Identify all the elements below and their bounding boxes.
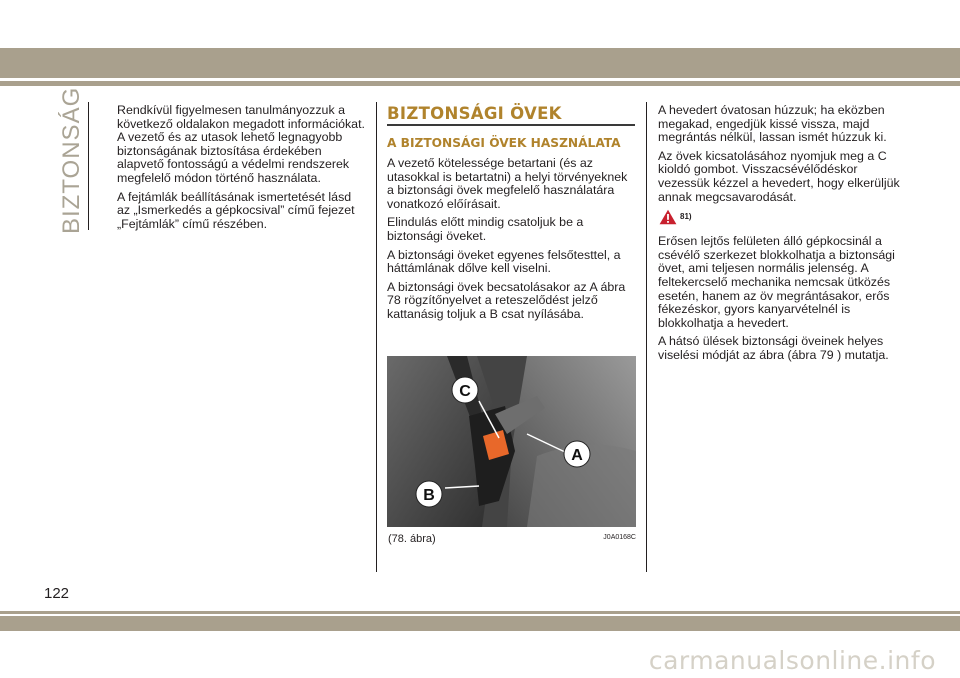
- column-divider: [376, 102, 377, 572]
- warning-reference: 81): [680, 212, 692, 222]
- paragraph: Elindulás előtt mindig csatoljuk be a biztonsági öveket.: [387, 215, 584, 243]
- header-rule: [0, 81, 960, 86]
- paragraph: A hevedert óvatosan húzzuk; ha eközben megakad, engedjük kissé vissza, majd megrántás nélkül, lassan ismét húzzuk ki.: [658, 103, 887, 145]
- paragraph: Az övek kicsatolásához nyomjuk meg a C kioldó gombot. Visszacsévélődéskor vezessük kézzel a hevedert, hogy elkerüljük annak megcsavarodását.: [658, 148, 900, 204]
- paragraph: A vezető kötelessége betartani (és az utasokkal is betartatni) a helyi törvényeknek a biztonsági övek megfelelő használatára vonatkozó előírásait.: [387, 156, 628, 211]
- paragraph: A biztonsági övek becsatolásakor az A ábra 78 rögzítőnyelvet a reteszelődést jelző kattanásig toljuk a B csat nyílásába.: [387, 279, 626, 321]
- paragraph: A biztonsági öveket egyenes felsőtesttel, a háttámlának dőlve kell viselni.: [387, 247, 621, 276]
- seatbelt-buckle-figure: [387, 356, 636, 527]
- label-b: B: [423, 487, 435, 504]
- subsection-heading: A BIZTONSÁGI ÖVEK HASZNÁLATA: [387, 136, 621, 150]
- warning-note: [658, 209, 908, 229]
- watermark: carmanualsonline.info: [648, 646, 936, 675]
- warning-icon: [659, 209, 677, 225]
- figure-code: J0A0168C: [603, 534, 636, 541]
- intro-column: [117, 104, 367, 236]
- paragraph: A hátsó ülések biztonsági öveinek helyes viselési módját az ábra (ábra 79 ) mutatja.: [658, 334, 889, 362]
- footer-rule: [0, 611, 960, 614]
- column-divider: [646, 102, 647, 572]
- seatbelt-buckle-illustration: [387, 356, 636, 527]
- paragraph: Erősen lejtős felületen álló gépkocsinál a csévélő szerkezet blokkolhatja a biztonsági övet, ami teljesen normális jelenség. A feltekercselő mechanika nemcsak ütközés esetén, hanem az öv megrántásakor, erős fékezéskor, gyors kanyarvételnél is blokkolhatja a hevedert.: [658, 234, 895, 330]
- seatbelt-column: [387, 104, 635, 327]
- figure-caption: [388, 533, 636, 547]
- figure-caption-text: (78. ábra): [388, 533, 436, 545]
- usage-column: [658, 104, 908, 368]
- label-c: C: [459, 383, 471, 400]
- section-heading: BIZTONSÁGI ÖVEK: [387, 104, 635, 126]
- section-tab-rule: [88, 102, 89, 230]
- paragraph: Rendkívül figyelmesen tanulmányozzuk a következő oldalakon megadott információkat. A vezető és az utasok lehető legnagyobb biztonságának biztosítása érdekében alapvető fontosságú a védelmi rendszerek megfelelő módon történő használata.: [117, 103, 365, 185]
- header-band: [0, 48, 960, 78]
- label-a: A: [571, 447, 583, 464]
- footer-band: [0, 616, 960, 631]
- section-tab: BIZTONSÁG: [58, 86, 85, 234]
- paragraph: A fejtámlák beállításának ismertetését lásd az „Ismerkedés a gépkocsival” című fejezet „Fejtámlák” című részében.: [117, 189, 355, 231]
- page-number: 122: [44, 585, 70, 602]
